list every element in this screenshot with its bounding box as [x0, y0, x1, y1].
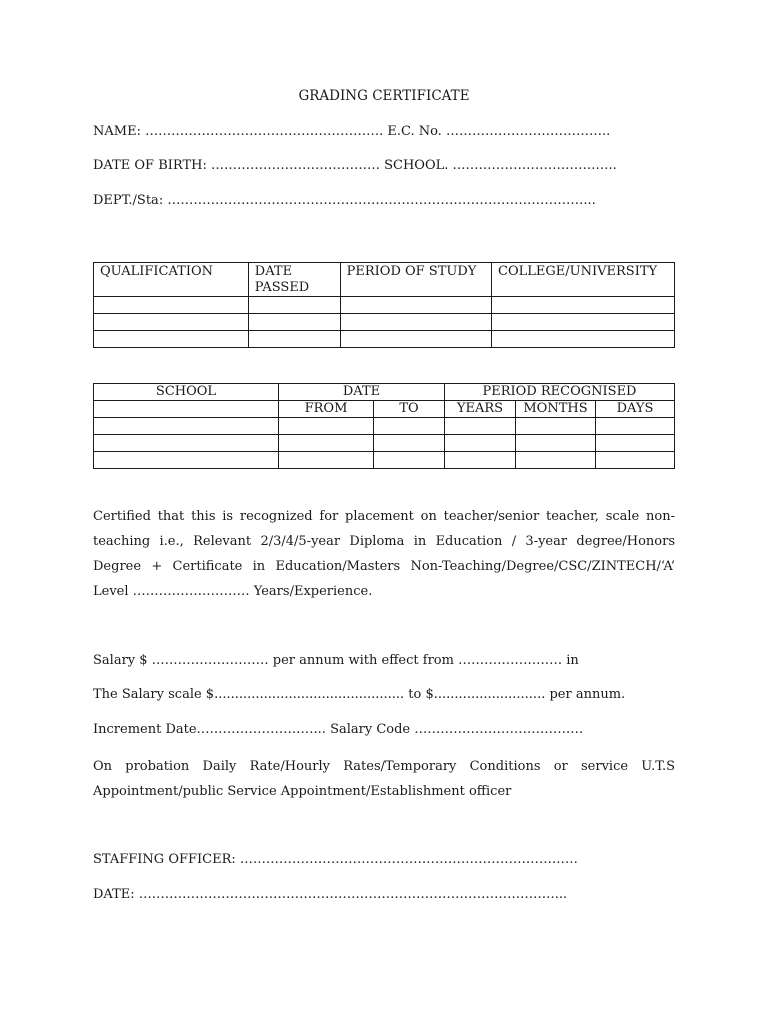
table-row: [94, 435, 675, 452]
table-row: [94, 331, 675, 348]
header-to: TO: [374, 401, 445, 418]
header-period-recognised: PERIOD RECOGNISED: [445, 384, 675, 401]
increment-salary-code-line: Increment Date………………………... Salary Code …………………………………: [93, 722, 584, 737]
header-days: DAYS: [596, 401, 675, 418]
school-subheader-row: [94, 401, 675, 418]
header-school: SCHOOL: [94, 384, 279, 401]
dept-line: DEPT./Sta: ……………………………………………………………………………………...: [93, 193, 596, 208]
header-years: YEARS: [445, 401, 516, 418]
header-qualification: QUALIFICATION: [94, 263, 249, 297]
school-period-table: [93, 383, 675, 469]
name-ec-line: NAME: ………………………………………………. E.C. No. ………………………………..: [93, 124, 611, 139]
header-date-passed: DATE PASSED: [248, 263, 340, 297]
table-row: [94, 314, 675, 331]
certification-paragraph: Certified that this is recognized for placement on teacher/senior teacher, scale non-teaching i.e., Relevant 2/3/4/5-year Diploma in Education / 3-year degree/Honors Degree + Certificate in Education/Masters Non-Teaching/Degree/CSC/ZINTECH/‘A’ Level ……………………… Years/Experience.: [93, 509, 675, 599]
staffing-officer-line: STAFFING OFFICER: ……………………………………………………………………: [93, 852, 578, 867]
header-date: DATE: [279, 384, 445, 401]
table-row: [94, 297, 675, 314]
header-months: MONTHS: [516, 401, 596, 418]
header-college-university: COLLEGE/UNIVERSITY: [492, 263, 675, 297]
salary-line: Salary $ ……………………… per annum with effect from …………………… in: [93, 653, 579, 668]
table-row: [94, 452, 675, 469]
table-row: [94, 418, 675, 435]
dob-school-line: DATE OF BIRTH: ………………………………… SCHOOL. ………………………………..: [93, 158, 617, 173]
page-title: GRADING CERTIFICATE: [298, 88, 470, 104]
header-from: FROM: [279, 401, 374, 418]
date-line: DATE: ……………………………………………………………………………………...: [93, 887, 568, 902]
salary-scale-line: The Salary scale $.............................................. to $........................... per annum.: [93, 687, 626, 702]
school-header-row: [94, 384, 675, 401]
qualification-header-row: [94, 263, 675, 297]
header-period-of-study: PERIOD OF STUDY: [340, 263, 491, 297]
probation-paragraph: On probation Daily Rate/Hourly Rates/Temporary Conditions or service U.T.S Appointment/public Service Appointment/Establishment officer: [93, 759, 675, 799]
qualification-table: [93, 262, 675, 348]
